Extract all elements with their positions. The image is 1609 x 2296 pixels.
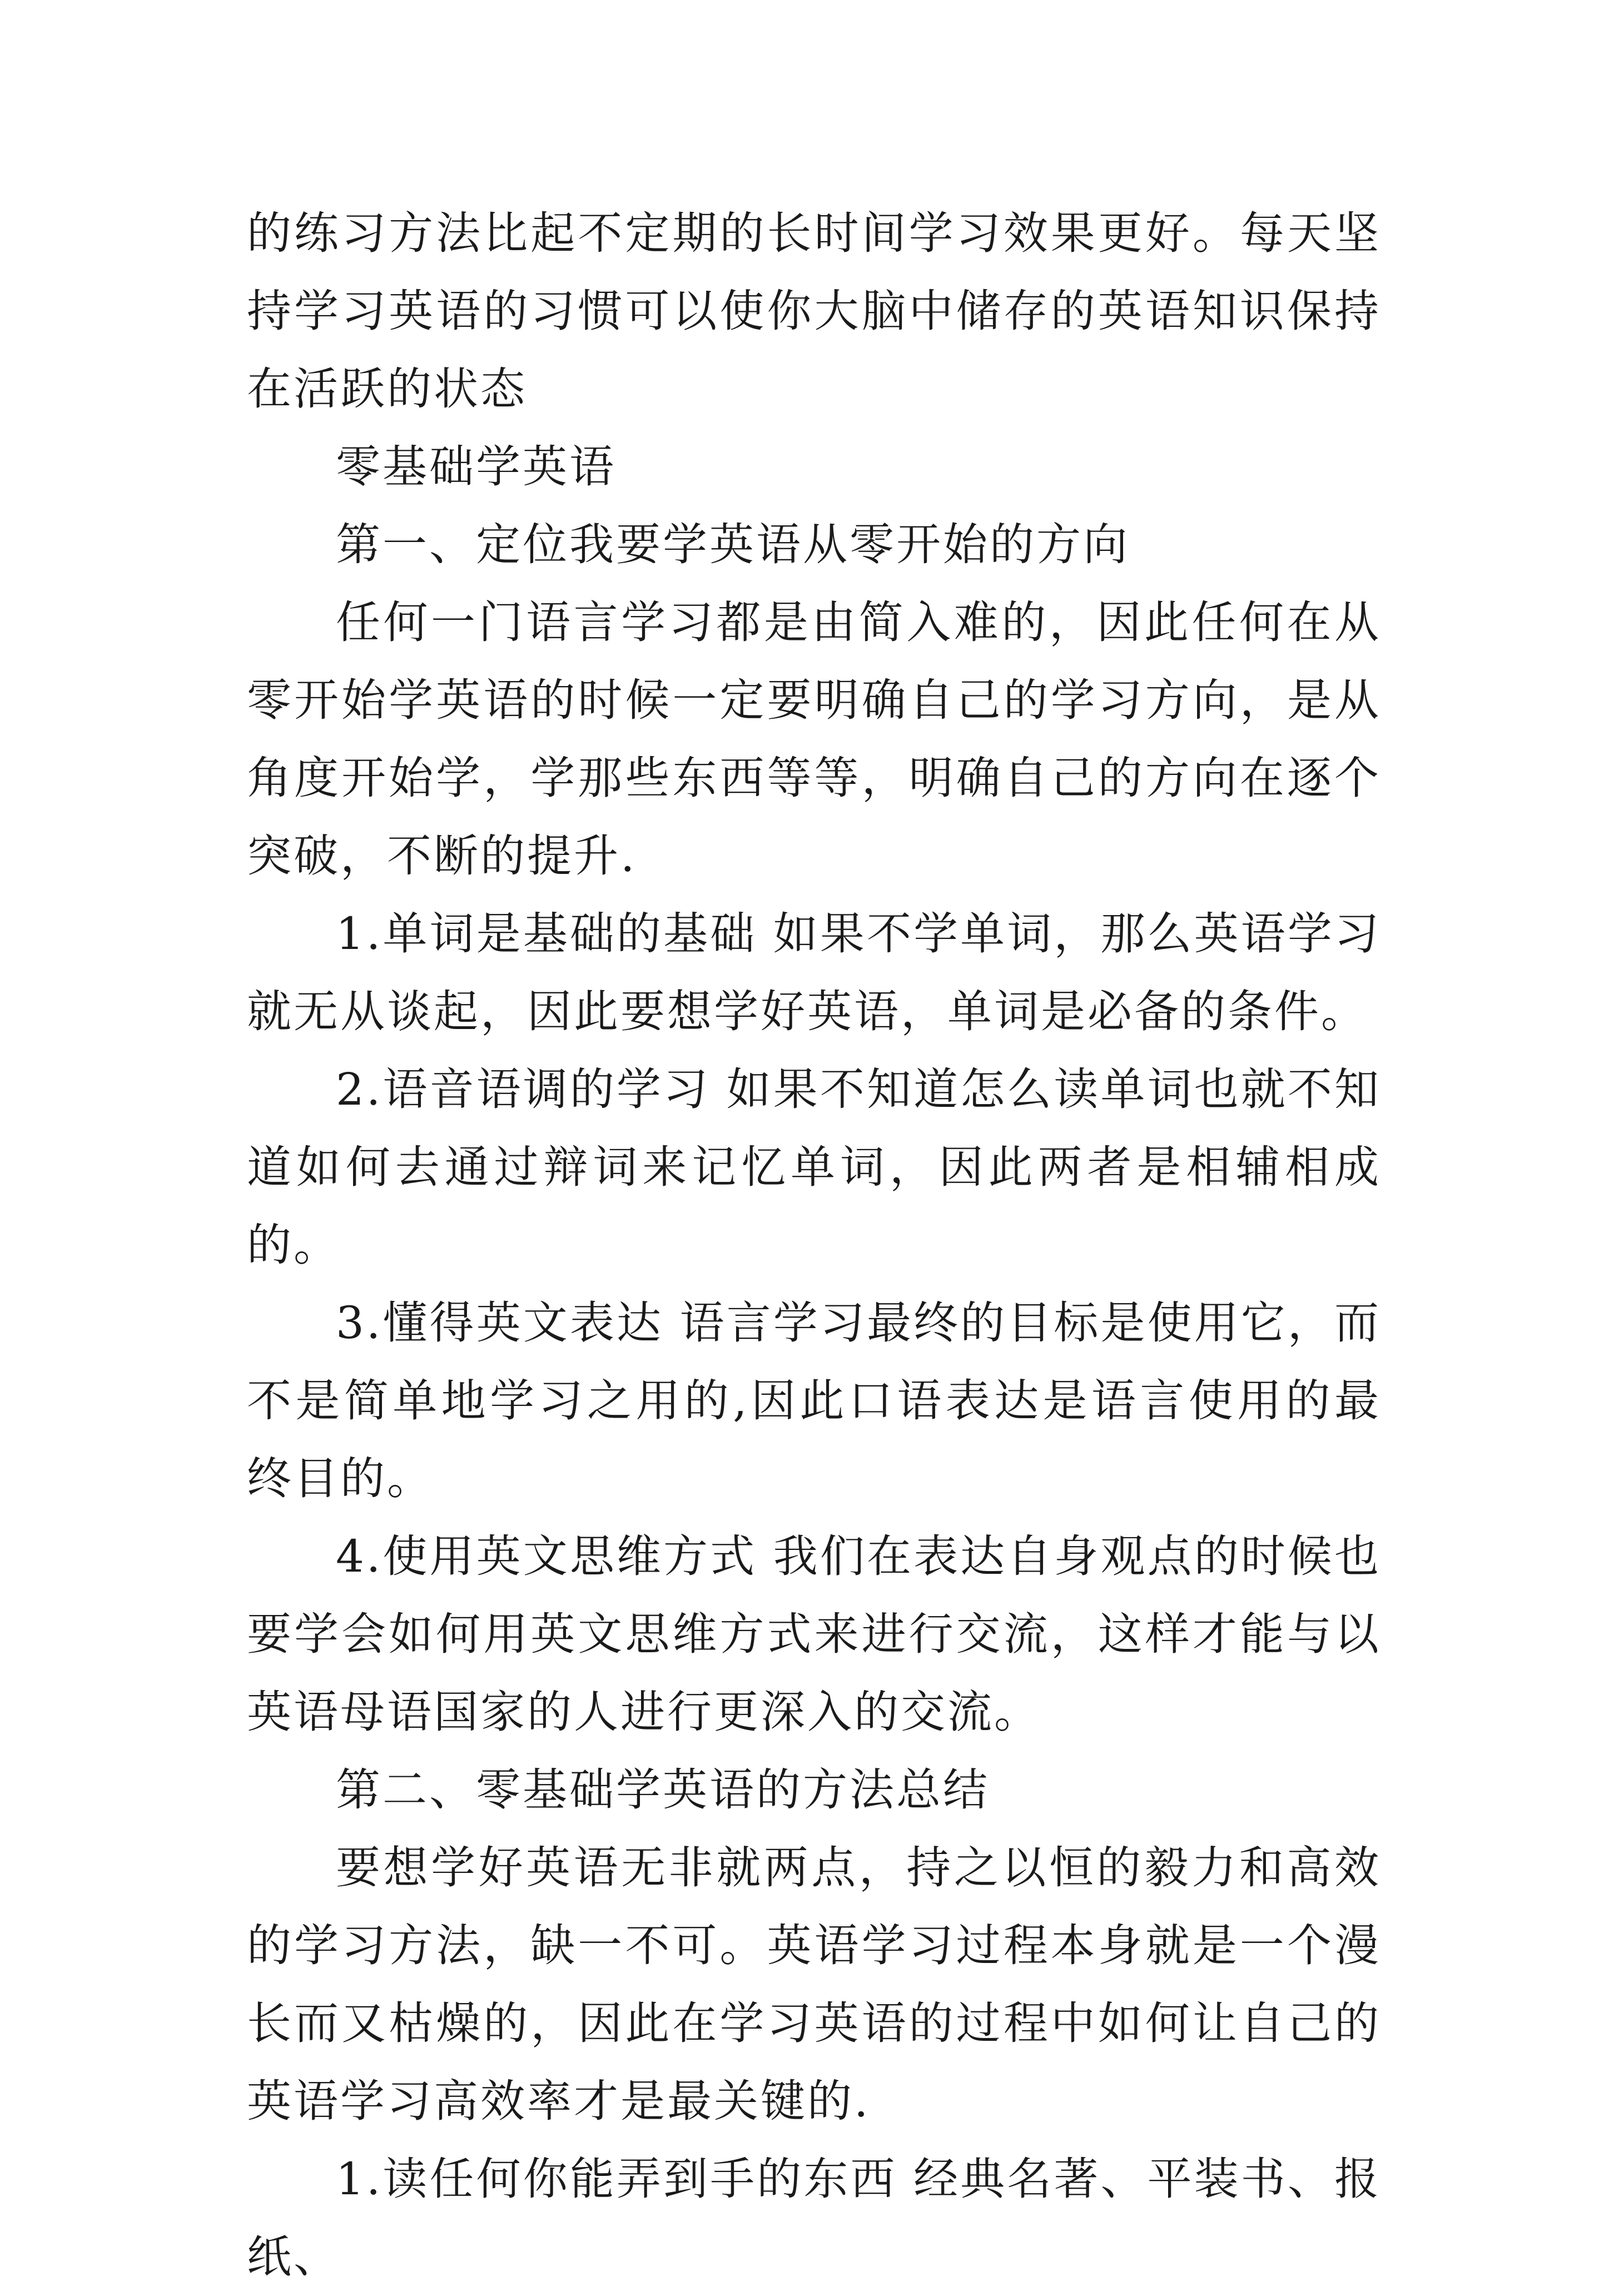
list-item: 1.读任何你能弄到手的东西 经典名著、平装书、报纸、 <box>247 2153 1381 2283</box>
list-item: 4.使用英文思维方式 我们在表达自身观点的时候也要学会如何用英文思维方式来进行交流，这样才能与以英语母语国家的人进行更深入的交流。 <box>247 1530 1381 1738</box>
section-heading: 零基础学英语 <box>336 441 616 493</box>
list-item: 1.单词是基础的基础 如果不学单词，那么英语学习就无从谈起，因此要想学好英语，单词是必备的条件。 <box>247 908 1381 1037</box>
subsection-heading-1: 第一、定位我要学英语从零开始的方向 <box>336 519 1130 570</box>
list-item: 3.懂得英文表达 语言学习最终的目标是使用它，而不是简单地学习之用的,因此口语表达是语言使用的最终目的。 <box>247 1297 1381 1504</box>
list-item: 2.语音语调的学习 如果不知道怎么读单词也就不知道如何去通过辩词来记忆单词，因此两者是相辅相成的。 <box>247 1063 1381 1271</box>
paragraph: 要想学好英语无非就两点，持之以恒的毅力和高效的学习方法，缺一不可。英语学习过程本身就是一个漫长而又枯燥的，因此在学习英语的过程中如何让自己的英语学习高效率才是最关键的. <box>247 1842 1381 2127</box>
paragraph: 任何一门语言学习都是由简入难的，因此任何在从零开始学英语的时候一定要明确自己的学习方向，是从角度开始学，学那些东西等等，明确自己的方向在逐个突破，不断的提升. <box>247 597 1381 882</box>
paragraph-continuation: 的练习方法比起不定期的长时间学习效果更好。每天坚持学习英语的习惯可以使你大脑中储存的英语知识保持在活跃的状态 <box>247 207 1381 415</box>
subsection-heading-2: 第二、零基础学英语的方法总结 <box>336 1764 990 1816</box>
body-text <box>247 195 1381 2296</box>
